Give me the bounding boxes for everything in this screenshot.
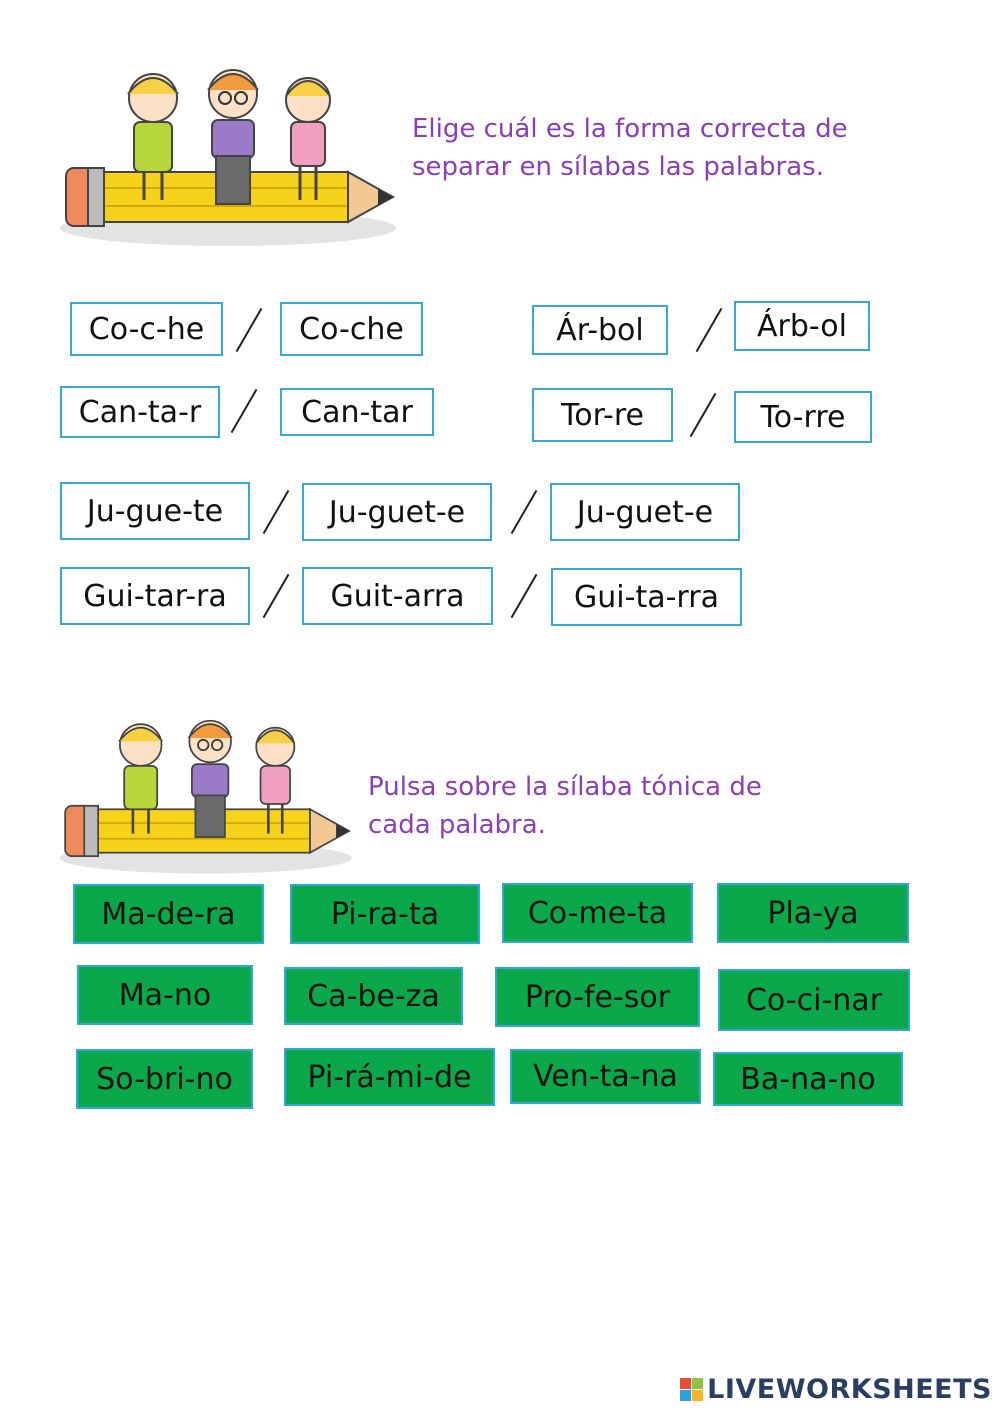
word-banano[interactable]: Ba-na-no — [713, 1052, 903, 1106]
separator-slash — [690, 393, 717, 437]
option-coche-1[interactable]: Co-c-he — [70, 302, 223, 356]
separator-slash — [263, 490, 290, 534]
word-piramide[interactable]: Pi-rá-mi-de — [284, 1048, 495, 1106]
liveworksheets-logo-icon — [680, 1378, 703, 1401]
liveworksheets-logo[interactable] — [680, 1374, 992, 1405]
option-juguete-3[interactable]: Ju-guet-e — [550, 483, 740, 541]
kids-on-pencil-illustration — [58, 60, 403, 250]
separator-slash — [696, 308, 723, 352]
option-juguete-2[interactable]: Ju-guet-e — [302, 483, 492, 541]
word-cabeza[interactable]: Ca-be-za — [284, 967, 463, 1025]
separator-slash — [236, 308, 263, 352]
instruction-2 — [368, 768, 762, 844]
separator-slash — [511, 490, 538, 534]
instruction-2-line2: cada palabra. — [368, 810, 546, 840]
option-torre-2[interactable]: To-rre — [734, 391, 872, 443]
option-juguete-1[interactable]: Ju-gue-te — [60, 482, 250, 540]
separator-slash — [263, 574, 290, 618]
word-madera[interactable]: Ma-de-ra — [73, 884, 264, 944]
word-profesor[interactable]: Pro-fe-sor — [495, 967, 700, 1027]
option-torre-1[interactable]: Tor-re — [532, 388, 673, 442]
option-guitarra-3[interactable]: Gui-ta-rra — [551, 568, 742, 626]
option-arbol-1[interactable]: Ár-bol — [532, 305, 668, 355]
option-coche-2[interactable]: Co-che — [280, 302, 423, 356]
word-mano[interactable]: Ma-no — [77, 965, 253, 1025]
instruction-1 — [412, 110, 848, 186]
separator-slash — [231, 389, 258, 433]
option-cantar-1[interactable]: Can-ta-r — [60, 386, 220, 438]
option-cantar-2[interactable]: Can-tar — [280, 388, 434, 436]
word-ventana[interactable]: Ven-ta-na — [510, 1049, 701, 1104]
word-cocinar[interactable]: Co-ci-nar — [718, 969, 910, 1031]
instruction-2-line1: Pulsa sobre la sílaba tónica de — [368, 772, 762, 802]
logo-text: LIVEWORKSHEETS — [707, 1374, 992, 1405]
kids-on-pencil-illustration — [58, 712, 358, 877]
option-arbol-2[interactable]: Árb-ol — [734, 301, 870, 351]
instruction-1-line1: Elige cuál es la forma correcta de — [412, 114, 848, 144]
word-cometa[interactable]: Co-me-ta — [502, 883, 693, 943]
option-guitarra-1[interactable]: Gui-tar-ra — [60, 567, 250, 625]
word-sobrino[interactable]: So-bri-no — [76, 1049, 253, 1109]
instruction-1-line2: separar en sílabas las palabras. — [412, 152, 824, 182]
option-guitarra-2[interactable]: Guit-arra — [302, 567, 493, 625]
word-pirata[interactable]: Pi-ra-ta — [290, 884, 480, 944]
separator-slash — [511, 574, 538, 618]
word-playa[interactable]: Pla-ya — [717, 883, 909, 943]
